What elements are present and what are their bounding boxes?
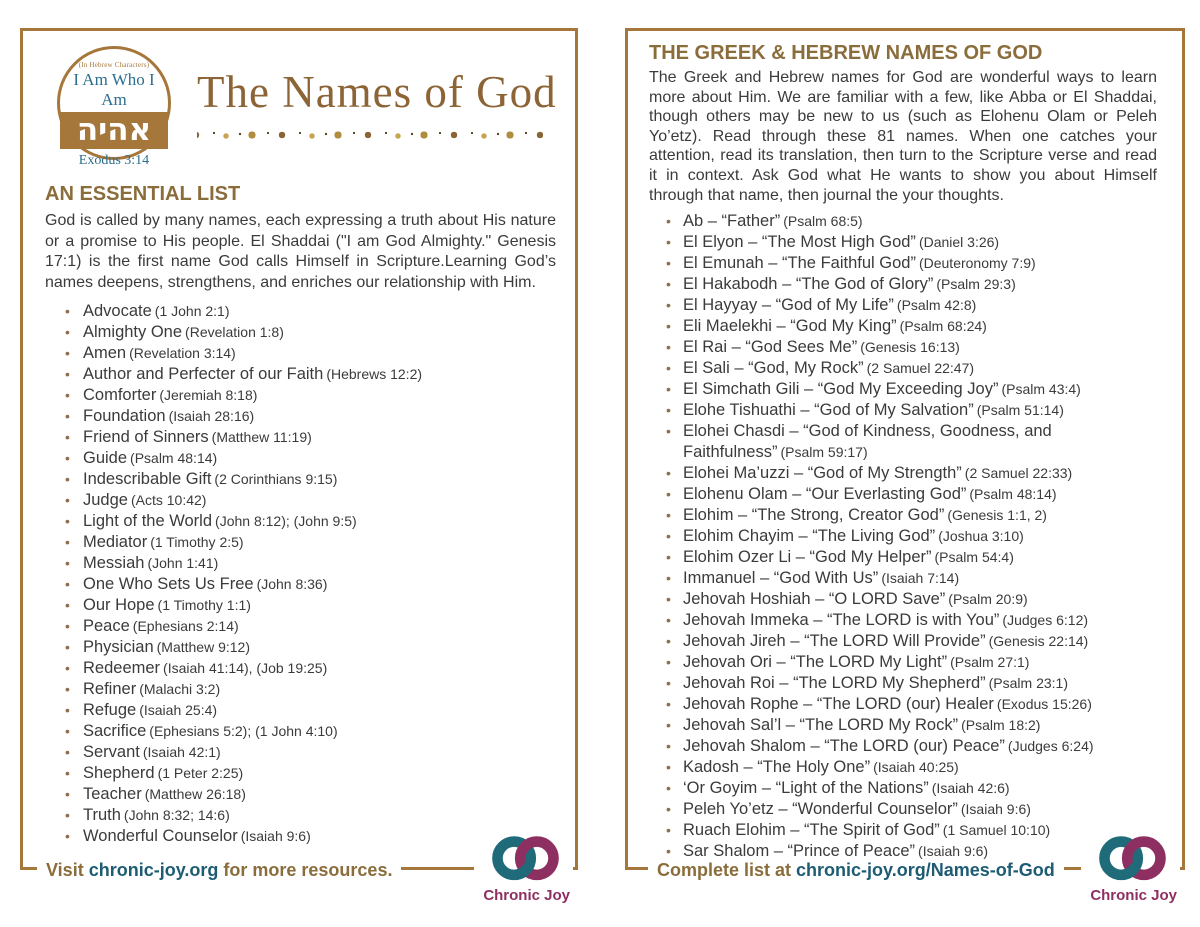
greek-hebrew-intro: The Greek and Hebrew names for God are wonderful ways to learn more about Him. We are familiar with a few, like Abba or El Shaddai, though others may be new to us (such as Elohenu Olam or Peleh Yo’etz). Read through these 81 names. When one catches your attention, read its translation, then turn to the Scripture verse and read it in context. Ask God what He wants to show you about Himself through that name, then journal the your thoughts. xyxy=(649,69,1157,204)
scripture-ref: (Ephesians 5:2); (1 John 4:10) xyxy=(149,723,338,739)
list-item xyxy=(664,673,1174,694)
scripture-ref: (1 Peter 2:25) xyxy=(157,765,244,781)
list-item xyxy=(664,547,1174,568)
list-item xyxy=(664,568,1174,589)
name-text: Truth xyxy=(83,806,121,824)
chronic-joy-wordmark: Chronic Joy xyxy=(1090,887,1177,904)
name-text: Redeemer xyxy=(83,659,161,677)
list-item xyxy=(664,253,1174,274)
scripture-ref: (Hebrews 12:2) xyxy=(326,366,423,382)
list-item xyxy=(63,511,559,532)
logo-i-am-text: I Am Who I Am xyxy=(73,70,155,109)
list-item xyxy=(63,301,559,322)
scripture-ref: (1 Timothy 1:1) xyxy=(157,597,251,613)
name-text: Elohei Chasdi – “God of Kindness, Goodness, and Faithfulness” xyxy=(683,422,1052,462)
name-text: Mediator xyxy=(83,533,148,551)
list-item xyxy=(664,736,1174,757)
title-block xyxy=(197,66,563,141)
scripture-ref: (Isaiah 41:14), (Job 19:25) xyxy=(163,660,328,676)
list-item xyxy=(63,721,559,742)
scripture-ref: (Matthew 11:19) xyxy=(211,429,312,445)
left-panel-header xyxy=(57,46,563,168)
chronic-joy-link[interactable]: chronic-joy.org xyxy=(88,860,219,880)
list-item xyxy=(664,400,1174,421)
list-item xyxy=(63,532,559,553)
scripture-ref: (John 8:32; 14:6) xyxy=(123,807,230,823)
list-item xyxy=(664,211,1174,232)
i-am-who-i-am-logo xyxy=(57,46,171,168)
name-text: Our Hope xyxy=(83,596,155,614)
name-text: Amen xyxy=(83,344,127,362)
scripture-ref: (Matthew 26:18) xyxy=(144,786,246,802)
list-item xyxy=(664,295,1174,316)
scripture-ref: (John 1:41) xyxy=(147,555,219,571)
scripture-ref: (Isaiah 42:1) xyxy=(142,744,221,760)
scripture-ref: (Isaiah 25:4) xyxy=(139,702,218,718)
scripture-ref: (Isaiah 42:6) xyxy=(931,780,1010,797)
scripture-ref: (1 Samuel 10:10) xyxy=(942,822,1051,839)
scripture-ref: (2 Corinthians 9:15) xyxy=(214,471,338,487)
scripture-ref: (Psalm 27:1) xyxy=(950,654,1030,671)
scripture-ref: (Genesis 1:1, 2) xyxy=(947,507,1047,524)
list-item xyxy=(63,490,559,511)
name-text: Jehovah Hoshiah – “O LORD Save” xyxy=(683,590,946,609)
list-item xyxy=(63,574,559,595)
name-text: Wonderful Counselor xyxy=(83,827,238,845)
name-text: Jehovah Ori – “The LORD My Light” xyxy=(683,653,948,672)
name-text: Messiah xyxy=(83,554,145,572)
name-text: Sar Shalom – “Prince of Peace” xyxy=(683,842,916,861)
list-item xyxy=(664,778,1174,799)
list-item xyxy=(664,757,1174,778)
list-item xyxy=(664,799,1174,820)
name-text: El Simchath Gili – “God My Exceeding Joy” xyxy=(683,380,999,399)
list-item xyxy=(63,784,559,805)
scripture-ref: (2 Samuel 22:47) xyxy=(866,360,975,377)
list-item xyxy=(664,631,1174,652)
name-text: Elohim – “The Strong, Creator God” xyxy=(683,506,945,525)
scripture-ref: (John 8:12); (John 9:5) xyxy=(215,513,357,529)
name-text: One Who Sets Us Free xyxy=(83,575,254,593)
footer-left-pre: Visit xyxy=(46,860,89,880)
list-item xyxy=(63,616,559,637)
footer-right-pre: Complete list at xyxy=(657,860,797,880)
interlocked-rings-icon xyxy=(1096,834,1172,887)
scripture-ref: (Daniel 3:26) xyxy=(918,234,1000,251)
scripture-ref: (John 8:36) xyxy=(256,576,328,592)
scripture-ref: (Revelation 1:8) xyxy=(185,324,284,340)
scripture-ref: (Psalm 68:24) xyxy=(899,318,987,335)
list-item xyxy=(63,637,559,658)
scripture-ref: (2 Samuel 22:33) xyxy=(964,465,1073,482)
essential-names-list xyxy=(45,301,559,847)
list-item xyxy=(63,595,559,616)
list-item xyxy=(664,337,1174,358)
essential-list-intro: God is called by many names, each expressing a truth about His nature or a promise to His people. El Shaddai ("I am God Almighty." Genesis 17:1) is the first name God calls Himself in Scripture.Learning God’s names deepens, strengthens, and enriches our relationship with Him. xyxy=(45,212,556,291)
list-item xyxy=(63,763,559,784)
greek-hebrew-names-list xyxy=(649,211,1174,862)
name-text: Jehovah Shalom – “The LORD (our) Peace” xyxy=(683,737,1005,756)
scripture-ref: (1 Timothy 2:5) xyxy=(150,534,244,550)
footer-left xyxy=(37,860,401,881)
logo-top-caption: (In Hebrew Characters) xyxy=(78,61,150,69)
greek-hebrew-heading: THE GREEK & HEBREW NAMES OF GOD xyxy=(649,42,1043,64)
footer-right xyxy=(648,860,1064,881)
name-text: Advocate xyxy=(83,302,152,320)
name-text: El Rai – “God Sees Me” xyxy=(683,338,858,357)
chronic-joy-wordmark: Chronic Joy xyxy=(483,887,570,904)
right-panel xyxy=(625,28,1185,904)
name-text: Almighty One xyxy=(83,323,183,341)
name-text: Eli Maelekhi – “God My King” xyxy=(683,317,897,336)
name-text: El Hayyay – “God of My Life” xyxy=(683,296,894,315)
list-item xyxy=(63,364,559,385)
name-text: Friend of Sinners xyxy=(83,428,209,446)
scripture-ref: (Isaiah 7:14) xyxy=(881,570,960,587)
scripture-ref: (Psalm 59:17) xyxy=(780,444,868,461)
scripture-ref: (Psalm 51:14) xyxy=(976,402,1064,419)
scripture-ref: (Ephesians 2:14) xyxy=(132,618,239,634)
scripture-ref: (Psalm 42:8) xyxy=(896,297,977,314)
scripture-ref: (Psalm 48:14) xyxy=(969,486,1057,503)
name-text: Servant xyxy=(83,743,140,761)
list-item xyxy=(664,358,1174,379)
name-text: Refuge xyxy=(83,701,137,719)
scripture-ref: (Psalm 18:2) xyxy=(961,717,1041,734)
list-item xyxy=(664,421,1174,463)
scripture-ref: (Matthew 9:12) xyxy=(156,639,250,655)
name-text: El Elyon – “The Most High God” xyxy=(683,233,916,252)
name-text: Teacher xyxy=(83,785,142,803)
list-item xyxy=(63,658,559,679)
name-text: Ruach Elohim – “The Spirit of God” xyxy=(683,821,940,840)
list-item xyxy=(664,484,1174,505)
name-text: Elohe Tishuathi – “God of My Salvation” xyxy=(683,401,974,420)
name-text: Kadosh – “The Holy One” xyxy=(683,758,871,777)
list-item xyxy=(63,406,559,427)
interlocked-rings-icon xyxy=(489,834,565,887)
scripture-ref: (Joshua 3:10) xyxy=(938,528,1024,545)
name-text: Guide xyxy=(83,449,128,467)
scripture-ref: (Isaiah 9:6) xyxy=(960,801,1031,818)
list-item xyxy=(664,694,1174,715)
list-item xyxy=(664,232,1174,253)
footer-left-post: for more resources. xyxy=(218,860,393,880)
name-text: Physician xyxy=(83,638,154,656)
name-text: Judge xyxy=(83,491,128,509)
decorative-dots-divider xyxy=(197,127,543,141)
list-item xyxy=(664,715,1174,736)
list-item xyxy=(63,427,559,448)
name-text: Jehovah Rophe – “The LORD (our) Healer xyxy=(683,695,994,714)
list-item xyxy=(63,448,559,469)
name-text: El Emunah – “The Faithful God” xyxy=(683,254,916,273)
list-item xyxy=(63,679,559,700)
essential-list-heading: AN ESSENTIAL LIST xyxy=(45,183,241,205)
list-item xyxy=(664,316,1174,337)
list-item xyxy=(63,742,559,763)
name-text: Jehovah Roi – “The LORD My Shepherd” xyxy=(683,674,986,693)
name-text: Elohim Chayim – “The Living God” xyxy=(683,527,936,546)
name-text: Jehovah Jireh – “The LORD Will Provide” xyxy=(683,632,986,651)
list-item xyxy=(63,700,559,721)
name-text: Immanuel – “God With Us” xyxy=(683,569,879,588)
names-of-god-link[interactable]: chronic-joy.org/Names-of-God xyxy=(796,860,1055,880)
name-text: Refiner xyxy=(83,680,137,698)
left-panel xyxy=(20,28,578,904)
scripture-ref: (Psalm 48:14) xyxy=(130,450,218,466)
scripture-ref: (Jeremiah 8:18) xyxy=(159,387,258,403)
list-item xyxy=(63,385,559,406)
chronic-joy-badge xyxy=(1081,832,1180,904)
scripture-ref: (Psalm 43:4) xyxy=(1001,381,1081,398)
name-text: Elohei Ma’uzzi – “God of My Strength” xyxy=(683,464,962,483)
name-text: Light of the World xyxy=(83,512,213,530)
scripture-ref: (Genesis 16:13) xyxy=(860,339,960,356)
name-text: Elohenu Olam – “Our Everlasting God” xyxy=(683,485,967,504)
name-text: Peleh Yo’etz – “Wonderful Counselor” xyxy=(683,800,958,819)
name-text: El Hakabodh – “The God of Glory” xyxy=(683,275,934,294)
list-item xyxy=(664,610,1174,631)
list-item xyxy=(664,505,1174,526)
scripture-ref: (Psalm 54:4) xyxy=(934,549,1014,566)
page-title: The Names of God xyxy=(197,66,557,117)
name-text: El Sali – “God, My Rock” xyxy=(683,359,864,378)
scripture-ref: (Genesis 22:14) xyxy=(988,633,1089,650)
scripture-ref: (Isaiah 9:6) xyxy=(240,828,311,844)
scripture-ref: (Isaiah 9:6) xyxy=(918,843,989,860)
scripture-ref: (Isaiah 40:25) xyxy=(873,759,959,776)
scripture-ref: (Isaiah 28:16) xyxy=(168,408,255,424)
name-text: Jehovah Sal’l – “The LORD My Rock” xyxy=(683,716,959,735)
list-item xyxy=(664,652,1174,673)
scripture-ref: (Psalm 23:1) xyxy=(988,675,1068,692)
list-item xyxy=(63,553,559,574)
name-text: ‘Or Goyim – “Light of the Nations” xyxy=(683,779,929,798)
logo-hebrew-text: אהיה xyxy=(60,112,168,149)
list-item xyxy=(664,526,1174,547)
name-text: Sacrifice xyxy=(83,722,147,740)
list-item xyxy=(664,379,1174,400)
scripture-ref: (Psalm 29:3) xyxy=(936,276,1016,293)
name-text: Ab – “Father” xyxy=(683,212,781,231)
list-item xyxy=(664,589,1174,610)
scripture-ref: (Exodus 15:26) xyxy=(996,696,1092,713)
name-text: Comforter xyxy=(83,386,157,404)
name-text: Jehovah Immeka – “The LORD is with You” xyxy=(683,611,1000,630)
scripture-ref: (Judges 6:12) xyxy=(1002,612,1089,629)
scripture-ref: (Malachi 3:2) xyxy=(139,681,221,697)
logo-verse-text: Exodus 3:14 xyxy=(78,153,150,168)
scripture-ref: (Psalm 68:5) xyxy=(783,213,863,230)
list-item xyxy=(664,274,1174,295)
list-item xyxy=(63,805,559,826)
list-item xyxy=(63,343,559,364)
name-text: Peace xyxy=(83,617,130,635)
chronic-joy-badge xyxy=(474,832,573,904)
scripture-ref: (Acts 10:42) xyxy=(130,492,207,508)
scripture-ref: (Psalm 20:9) xyxy=(948,591,1028,608)
scripture-ref: (1 John 2:1) xyxy=(154,303,230,319)
list-item xyxy=(664,463,1174,484)
name-text: Shepherd xyxy=(83,764,155,782)
name-text: Foundation xyxy=(83,407,166,425)
name-text: Author and Perfecter of our Faith xyxy=(83,365,324,383)
scripture-ref: (Deuteronomy 7:9) xyxy=(918,255,1036,272)
name-text: Elohim Ozer Li – “God My Helper” xyxy=(683,548,932,567)
name-text: Indescribable Gift xyxy=(83,470,212,488)
list-item xyxy=(63,469,559,490)
scripture-ref: (Revelation 3:14) xyxy=(129,345,236,361)
list-item xyxy=(63,322,559,343)
scripture-ref: (Judges 6:24) xyxy=(1007,738,1094,755)
